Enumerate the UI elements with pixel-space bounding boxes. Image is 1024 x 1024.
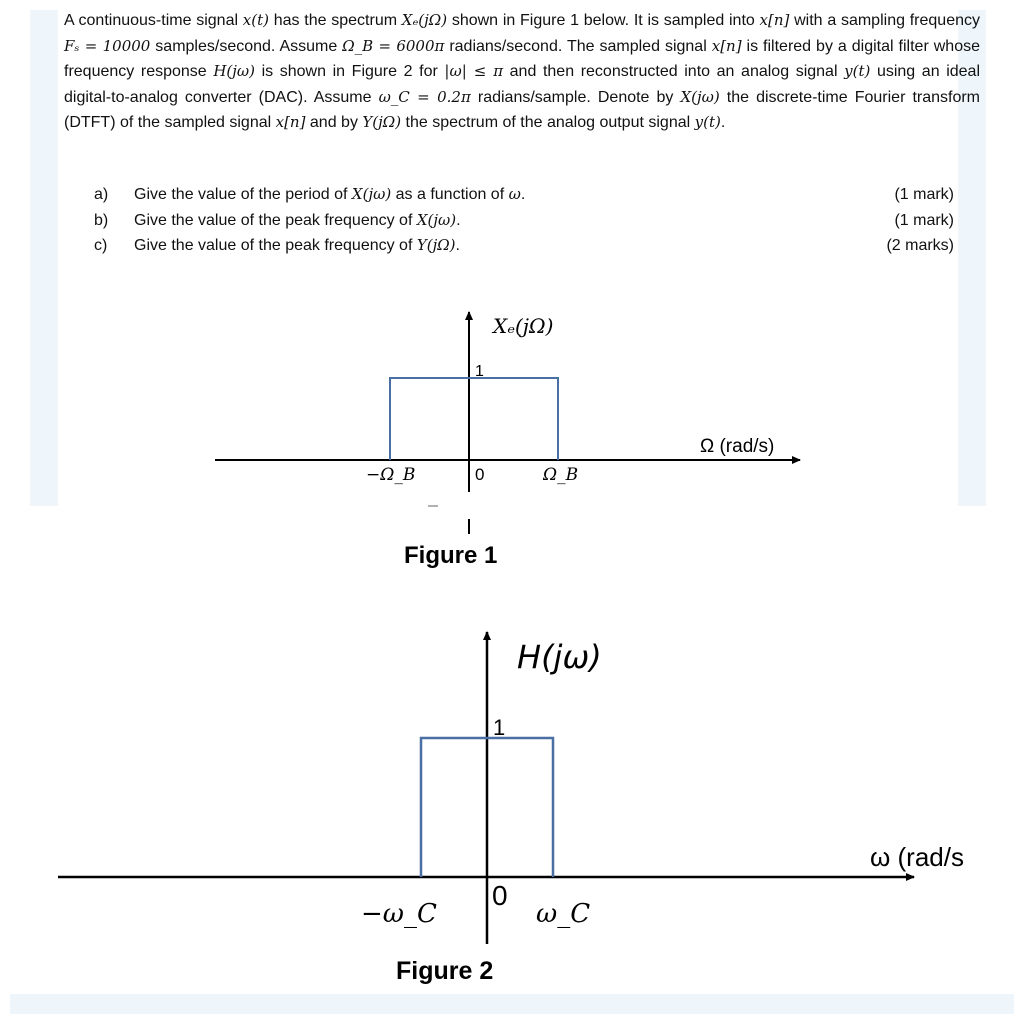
question-text: Give the value of the period of X(jω) as a function of ω. xyxy=(134,185,526,203)
fig1-origin-label: 0 xyxy=(475,465,485,484)
question-marks: (2 marks) xyxy=(886,237,954,254)
fig1-pos-edge-label: Ω_B xyxy=(543,465,579,485)
figure-1 xyxy=(215,312,800,569)
question-marks: (1 mark) xyxy=(894,211,954,229)
question-text: Give the value of the peak frequency of Y(jΩ). xyxy=(134,236,460,254)
fig1-x-label: Ω (rad/s) xyxy=(700,436,775,457)
problem-statement: A continuous-time signal x(t) has the spectrum Xₑ(jΩ) shown in Figure 1 below. It is sampled into x[n] with a sampling frequency Fₛ = 10000 samples/second. Assume Ω_B = 6000π radians/second. The sampled signal x[n] is filtered by a digital filter whose frequency response H(jω) is shown in Figure 2 for |ω| ≤ π and then reconstructed into an analog signal y(t) using an ideal digital-to-analog converter (DAC). Assume ω_C = 0.2π radians/sample. Denote by X(jω) the discrete-time Fourier transform (DTFT) of the sampled signal x[n] and by Y(jΩ) the spectrum of the analog output signal y(t). xyxy=(64,11,981,131)
fig2-x-label: ω (rad/s xyxy=(870,842,964,872)
fig1-spectrum-pulse xyxy=(390,378,558,460)
fig2-caption: Figure 2 xyxy=(396,957,494,985)
fig1-neg-edge-label: −Ω_B xyxy=(366,465,416,485)
question-letter: a) xyxy=(94,186,109,203)
fig2-y-label: H(jω) xyxy=(517,638,602,676)
question-letter: c) xyxy=(94,237,108,254)
question-marks: (1 mark) xyxy=(894,186,954,203)
figure-2 xyxy=(58,632,964,985)
fig2-neg-edge-label: −ω_C xyxy=(361,899,437,929)
fig1-y-label: Xₑ(jΩ) xyxy=(493,314,554,338)
fig1-height-label: 1 xyxy=(475,363,484,380)
question-text: Give the value of the peak frequency of X(jω). xyxy=(134,210,461,229)
question-letter: b) xyxy=(94,211,109,229)
fig2-origin-label: 0 xyxy=(492,880,508,911)
fig1-caption: Figure 1 xyxy=(404,542,498,569)
fig2-pos-edge-label: ω_C xyxy=(536,899,591,929)
fig2-height-label: 1 xyxy=(493,715,506,740)
